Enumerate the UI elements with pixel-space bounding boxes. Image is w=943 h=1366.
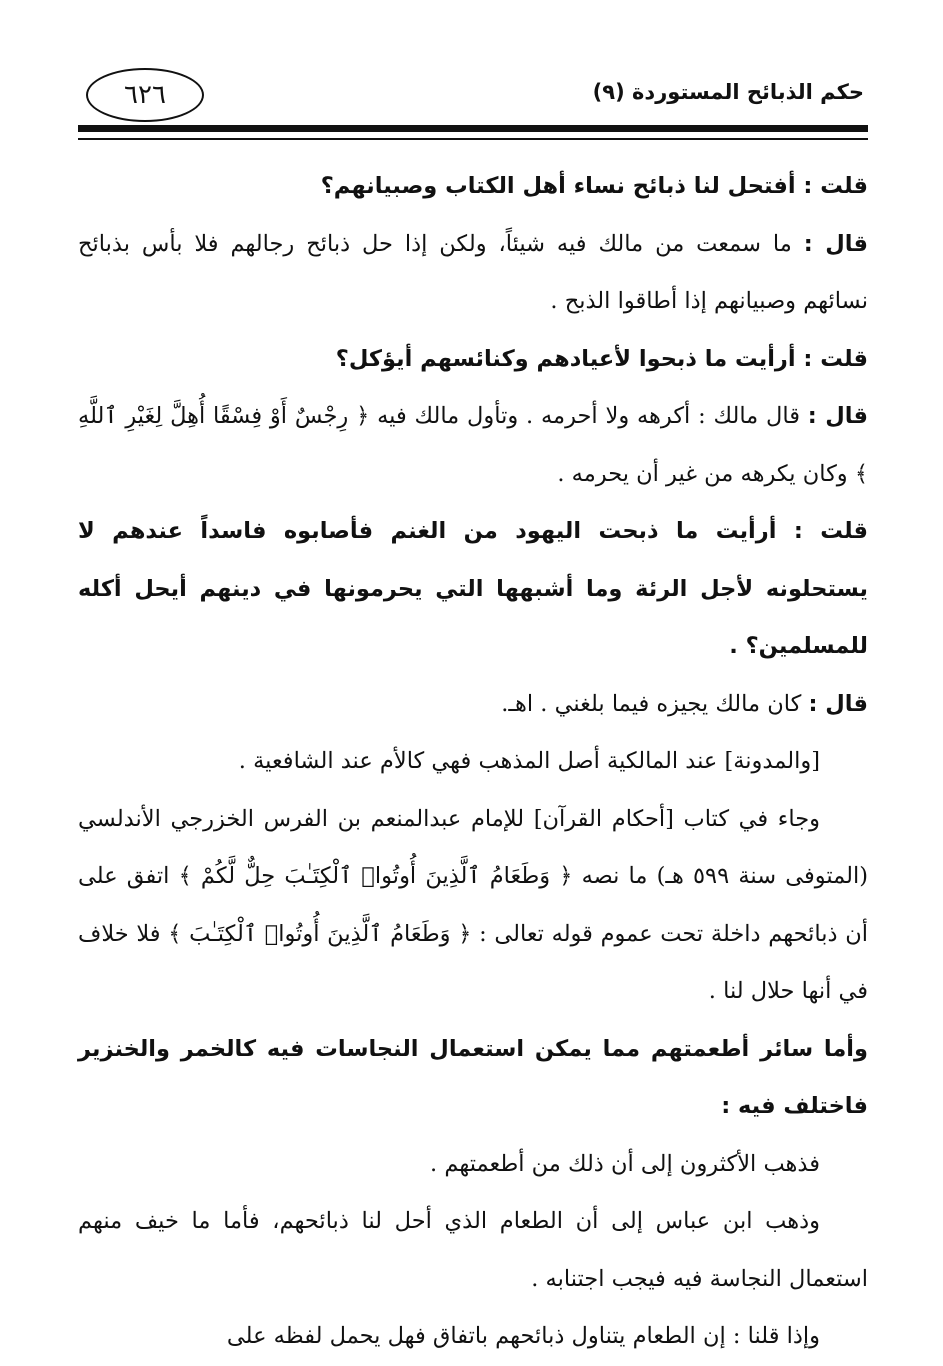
paragraph-text: وذهب ابن عباس إلى أن الطعام الذي أحل لنا ذبائحهم، فأما ما خيف منهم استعمال النجاسة فيه فيجب اجتنابه . <box>78 1208 868 1292</box>
page-header <box>78 68 868 148</box>
paragraph-text: وجاء في كتاب [أحكام القرآن] للإمام عبدالمنعم بن الفرس الخزرجي الأندلسي (المتوفى سنة ٥٩٩ هـ) ما نصه <box>78 805 869 889</box>
quran-verse-2: ﴿ وَطَعَامُ ٱلَّذِينَ أُوتُوا۟ ٱلْكِتَـٰبَ ﴾ <box>168 920 472 947</box>
paragraph-answer-1 <box>78 216 868 331</box>
paragraph-text: وإذا قلنا : إن الطعام يتناول ذبائحهم باتفاق فهل يحمل لفظه على <box>226 1323 820 1349</box>
paragraph-answer-2 <box>78 388 868 503</box>
paragraph-mudawwana <box>78 733 868 791</box>
page-number: ٦٢٦ <box>86 68 204 122</box>
paragraph-ibn-al-faras <box>78 791 868 1021</box>
header-rule-thick <box>78 125 868 132</box>
paragraph-question-3 <box>78 503 868 676</box>
paragraph-text-end: فلا خلاف في أنها حلال لنا . <box>78 920 868 1004</box>
paragraph-ibn-abbas <box>78 1193 868 1308</box>
paragraph-final <box>78 1308 868 1366</box>
paragraph-question-1 <box>78 158 868 216</box>
header-rule-thin <box>78 138 868 140</box>
paragraph-text: قال مالك : أكرهه ولا أحرمه . وتأول مالك فيه <box>377 403 808 429</box>
paragraph-text: فذهب الأكثرون إلى أن ذلك من أطعمتهم . <box>430 1150 820 1177</box>
paragraph-text: كان مالك يجيزه فيما بلغني . اهـ. <box>501 690 809 717</box>
chapter-title: (٩) حكم الذبائح المستوردة <box>592 80 864 104</box>
speaker-label: قال : <box>803 230 868 257</box>
paragraph-text: وأما سائر أطعمتهم مما يمكن استعمال النجاسات فيه كالخمر والخنزير فاختلف فيه : <box>78 1035 868 1119</box>
paragraph-text: ما سمعت من مالك فيه شيئاً، ولكن إذا حل ذبائح رجالهم فلا بأس بذبائح نسائهم وصبيانهم إذا أطاقوا الذبح . <box>78 230 868 314</box>
speaker-label: قال : <box>807 403 868 429</box>
paragraph-text: قلت : أرأيت ما ذبحت اليهود من الغنم فأصابوه فاسداً عندهم لا يستحلونه لأجل الرئة وما أشبهها التي يحرمونها في دينهم أيحل أكله للمسلمين؟ . <box>78 518 868 659</box>
paragraph-other-foods <box>78 1021 868 1136</box>
quran-verse: ﴿ وَطَعَامُ ٱلَّذِينَ أُوتُوا۟ ٱلْكِتَـٰبَ حِلٌّ لَّكُمْ ﴾ <box>178 863 573 889</box>
paragraph-majority <box>78 1136 868 1194</box>
quran-verse: ﴿ رِجْسٌ أَوْ فِسْقًا أُهِلَّ لِغَيْرِ ٱللَّهِ ﴾ <box>78 403 868 487</box>
paragraph-text-continued: وكان يكرهه من غير أن يحرمه . <box>557 460 855 487</box>
paragraph-text: قلت : أفتحل لنا ذبائح نساء أهل الكتاب وصبيانهم؟ <box>320 173 868 199</box>
paragraph-answer-3 <box>78 676 868 734</box>
paragraph-text-continued: اتفق على أن ذبائحهم داخلة تحت عموم قوله تعالى : <box>78 863 868 947</box>
paragraph-text: قلت : أرأيت ما ذبحوا لأعيادهم وكنائسهم أيؤكل؟ <box>335 345 868 372</box>
paragraph-question-2 <box>78 331 868 389</box>
paragraph-text: [والمدونة] عند المالكية أصل المذهب فهي كالأم عند الشافعية . <box>238 748 820 774</box>
page-body <box>78 158 868 1366</box>
speaker-label: قال : <box>808 690 868 717</box>
